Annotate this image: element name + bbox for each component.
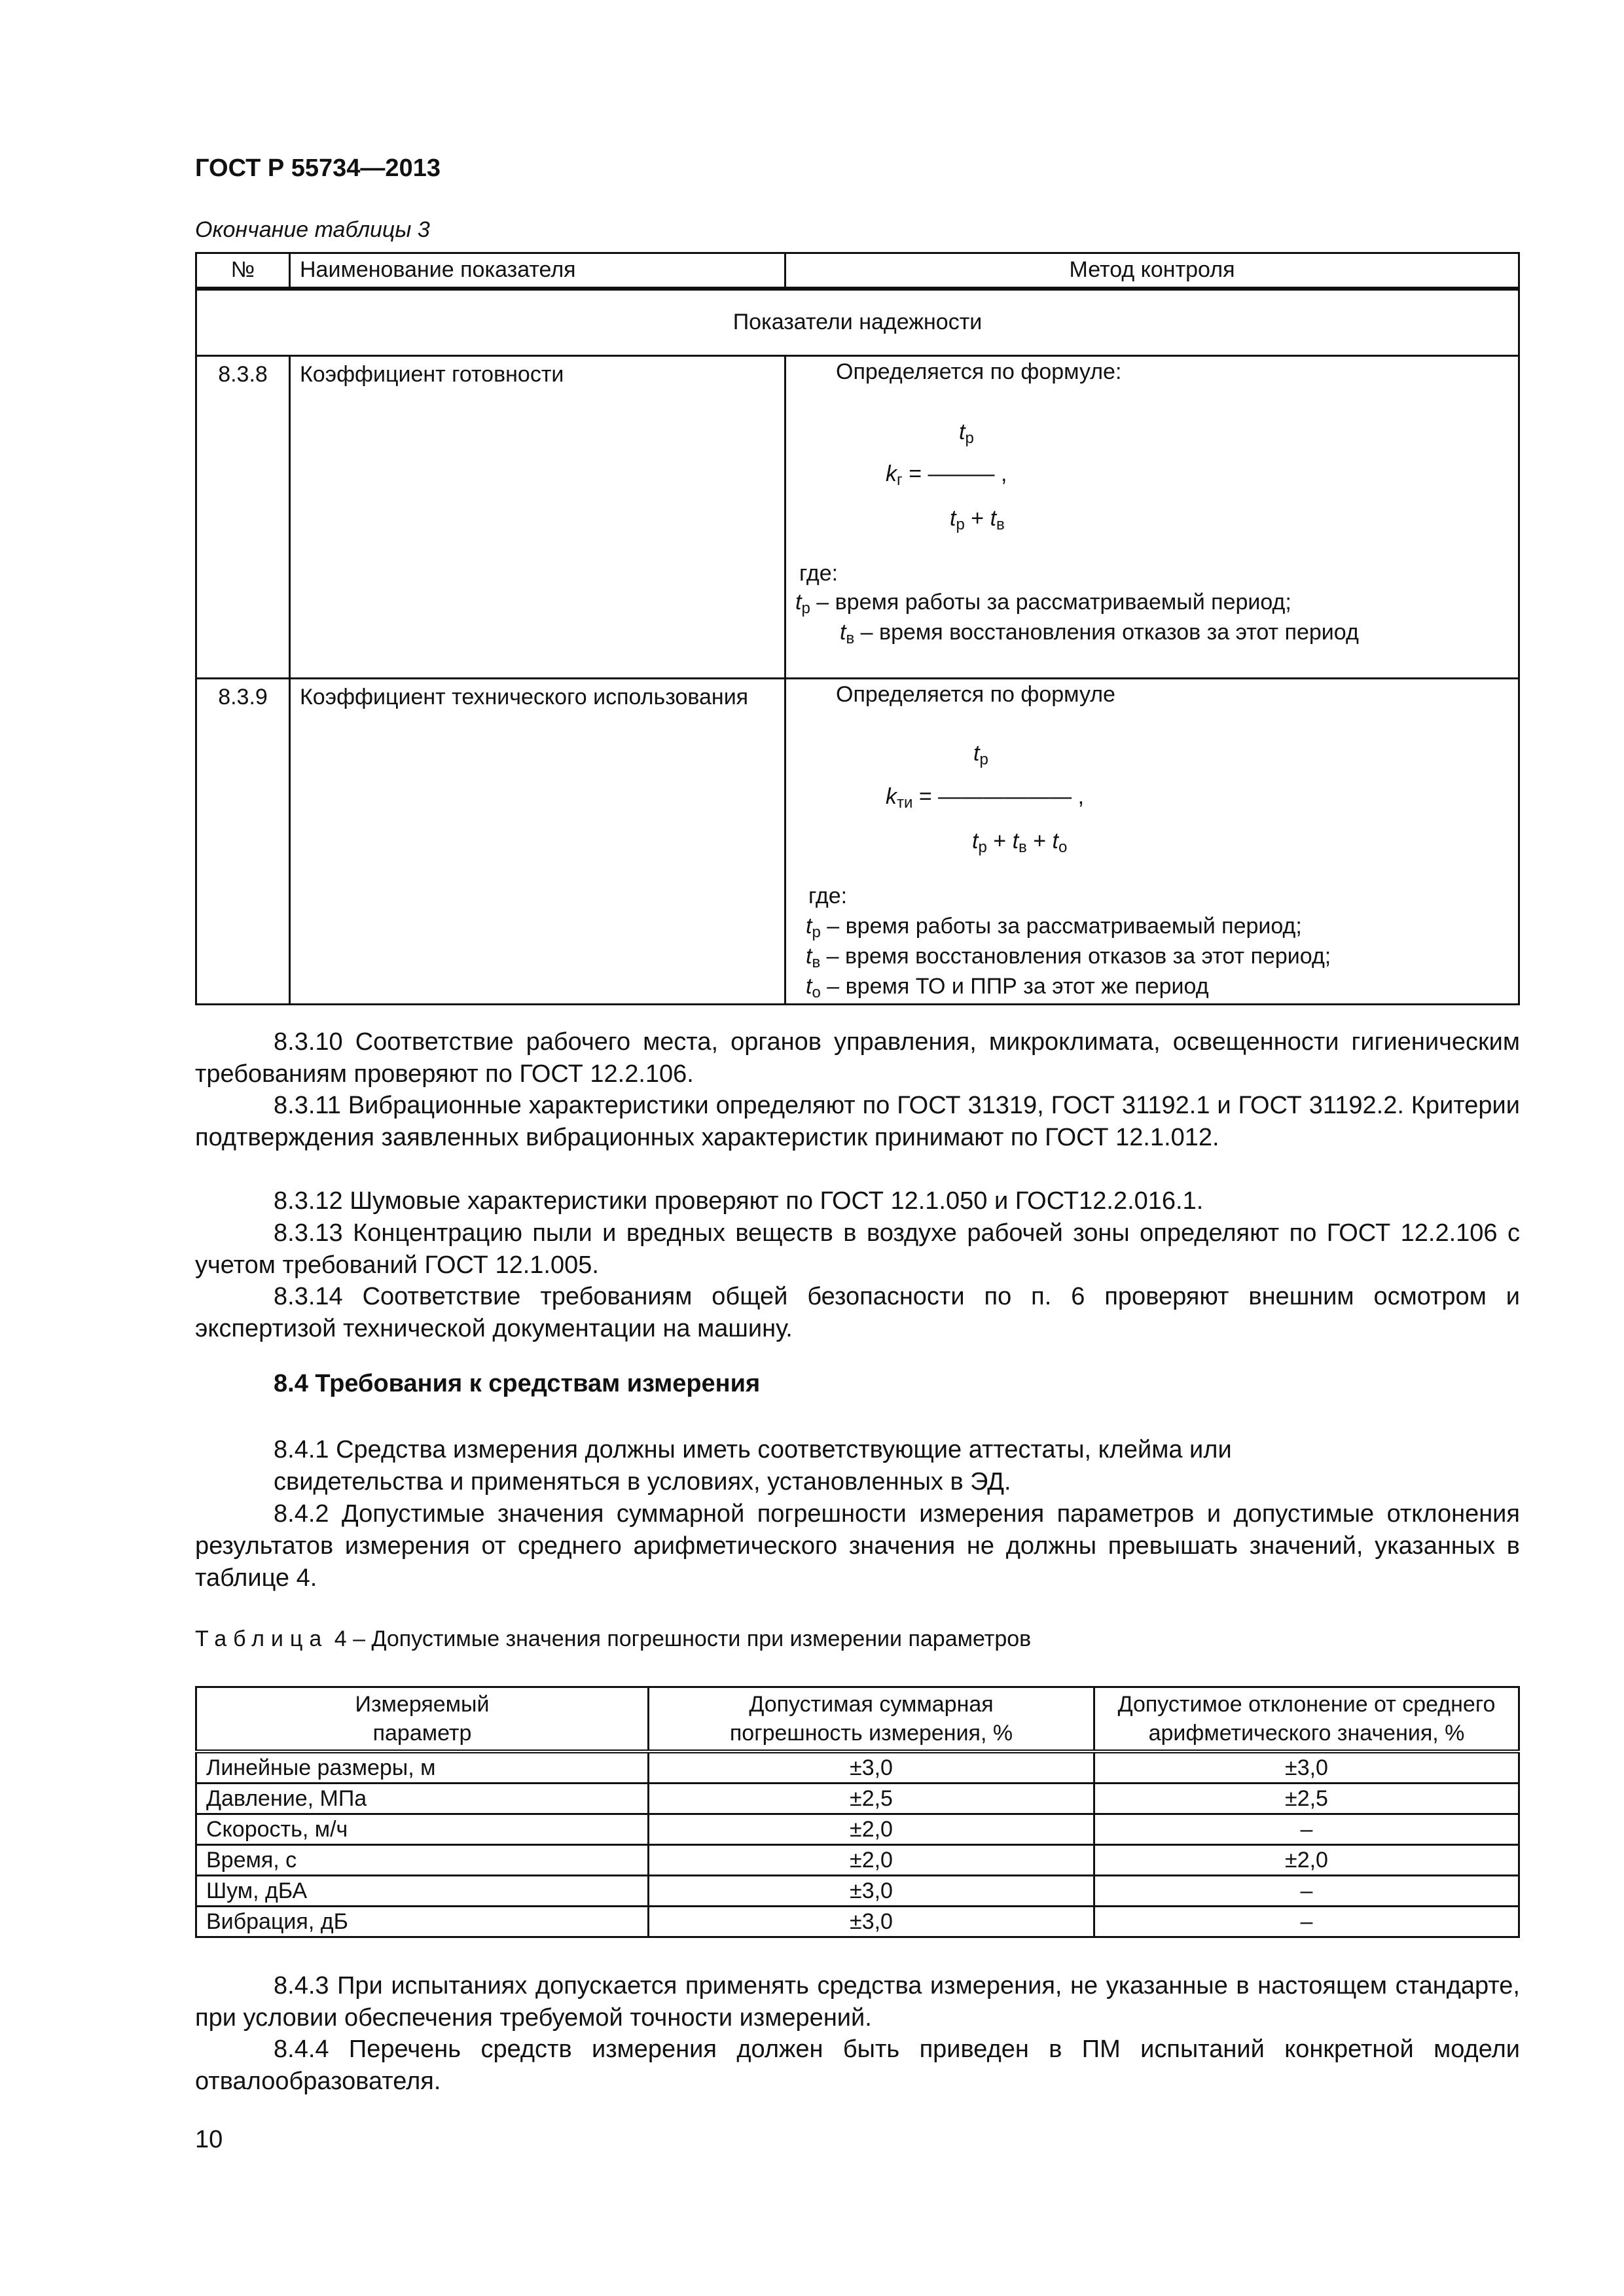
row-number: 8.3.9: [197, 679, 291, 1003]
paragraph-8-3-13: 8.3.13 Концентрацию пыли и вредных веществ в воздухе рабочей зоны определяют по ГОСТ 12.2.106 с учетом требований ГОСТ 12.1.005.: [195, 1219, 1520, 1279]
method-intro: Определяется по формуле: [836, 682, 1115, 707]
deviation-cell: –: [1094, 1907, 1519, 1937]
row-number: 8.3.8: [197, 357, 291, 677]
formula-denominator: $t_р + t_в$: [950, 506, 1005, 533]
table3-header-row: [197, 254, 1518, 289]
table3-caption: Окончание таблицы 3: [195, 217, 430, 242]
table3: [195, 252, 1520, 1005]
formula-lhs: $k_г$ = ——— ,: [886, 461, 1007, 489]
total-error-cell: ±3,0: [649, 1876, 1094, 1907]
formula-numerator: $t_р$: [973, 741, 988, 768]
deviation-cell: ±3,0: [1094, 1751, 1519, 1784]
table-row: [196, 1876, 1519, 1907]
paragraph-8-4-3: 8.4.3 При испытаниях допускается применять средства измерения, не указанные в настоящем стандарте, при условии обеспечения требуемой точности измерений.: [195, 1972, 1520, 2032]
deviation-cell: ±2,0: [1094, 1845, 1519, 1876]
section-heading-8-4: 8.4 Требования к средствам измерения: [274, 1370, 761, 1397]
formula-numerator: $t_р$: [959, 420, 974, 447]
table3-col-method: Метод контроля: [1069, 257, 1235, 282]
parameter-cell: Вибрация, дБ: [196, 1907, 649, 1937]
row-name: Коэффициент технического использования: [291, 679, 786, 1003]
definition: $t_р$ – время работы за рассматриваемый период;: [806, 914, 1302, 941]
definition: $t_в$ – время восстановления отказов за этот период;: [806, 944, 1331, 971]
paragraph-8-3-12: 8.3.12 Шумовые характеристики проверяют по ГОСТ 12.1.050 и ГОСТ12.2.016.1.: [274, 1187, 1204, 1215]
total-error-cell: ±2,5: [649, 1784, 1094, 1814]
table3-section-title: Показатели надежности: [197, 289, 1518, 355]
paragraph-8-4-2: 8.4.2 Допустимые значения суммарной погрешности измерения параметров и допустимые отклонения результатов измерения от среднего арифметического значения не должны превышать значений, указанных в таблице 4.: [195, 1500, 1520, 1592]
row-method: [786, 357, 1518, 677]
standard-designation: ГОСТ Р 55734—2013: [195, 154, 441, 182]
parameter-cell: Время, с: [196, 1845, 649, 1876]
parameter-cell: Шум, дБА: [196, 1876, 649, 1907]
total-error-cell: ±3,0: [649, 1907, 1094, 1937]
method-intro: Определяется по формуле:: [836, 359, 1122, 384]
deviation-cell: –: [1094, 1814, 1519, 1845]
definition: $t_р$ – время работы за рассматриваемый период;: [795, 590, 1291, 617]
table-row: [197, 677, 1518, 1003]
definition: $t_о$ – время ТО и ППР за этот же период: [806, 974, 1209, 1001]
table-row: [196, 1907, 1519, 1937]
parameter-cell: Давление, МПа: [196, 1784, 649, 1814]
total-error-cell: ±2,0: [649, 1845, 1094, 1876]
paragraph-8-4-1a: 8.4.1 Средства измерения должны иметь соответствующие аттестаты, клейма или: [274, 1436, 1232, 1463]
table4-header-total-error: Допустимая суммарная погрешность измерения, %: [649, 1687, 1094, 1752]
deviation-cell: –: [1094, 1876, 1519, 1907]
row-name: Коэффициент готовности: [291, 357, 786, 677]
row-method: [786, 679, 1518, 1003]
paragraph-8-4-4: 8.4.4 Перечень средств измерения должен быть приведен в ПМ испытаний конкретной модели отвалообразователя.: [195, 2036, 1520, 2095]
where-label: где:: [799, 561, 839, 586]
deviation-cell: ±2,5: [1094, 1784, 1519, 1814]
formula-lhs: $k_{ти}$ = —————— ,: [886, 784, 1085, 812]
definition: $t_в$ – время восстановления отказов за этот период: [840, 620, 1359, 647]
page-number: 10: [195, 2126, 223, 2153]
table-row: [196, 1784, 1519, 1814]
table4-header-row: [196, 1687, 1519, 1752]
table-row: [196, 1845, 1519, 1876]
formula-denominator: $t_р + t_в + t_о$: [972, 829, 1068, 856]
total-error-cell: ±2,0: [649, 1814, 1094, 1845]
table4: [195, 1686, 1520, 1938]
parameter-cell: Линейные размеры, м: [196, 1751, 649, 1784]
where-label: где:: [808, 884, 848, 908]
table4-header-deviation: Допустимое отклонение от среднего арифметического значения, %: [1094, 1687, 1519, 1752]
table-row: [196, 1814, 1519, 1845]
table4-caption: Таблица 4 – Допустимые значения погрешности при измерении параметров: [195, 1626, 1032, 1651]
table-row: [197, 355, 1518, 677]
table4-header-parameter: Измеряемый параметр: [196, 1687, 649, 1752]
paragraph-8-3-14: 8.3.14 Соответствие требованиям общей безопасности по п. 6 проверяют внешним осмотром и экспертизой технической документации на машину.: [195, 1283, 1520, 1342]
paragraph-8-3-10: 8.3.10 Соответствие рабочего места, органов управления, микроклимата, освещенности гигиеническим требованиям проверяют по ГОСТ 12.2.106.: [195, 1028, 1520, 1088]
table3-col-name: Наименование показателя: [291, 254, 786, 287]
table3-col-num: №: [197, 254, 291, 287]
table-row: [196, 1751, 1519, 1784]
paragraph-8-3-11: 8.3.11 Вибрационные характеристики определяют по ГОСТ 31319, ГОСТ 31192.1 и ГОСТ 31192.2. Критерии подтверждения заявленных вибрационных характеристик принимают по ГОСТ 12.1.012.: [195, 1092, 1520, 1151]
total-error-cell: ±3,0: [649, 1751, 1094, 1784]
paragraph-8-4-1b: свидетельства и применяться в условиях, установленных в ЭД.: [274, 1468, 1011, 1496]
parameter-cell: Скорость, м/ч: [196, 1814, 649, 1845]
